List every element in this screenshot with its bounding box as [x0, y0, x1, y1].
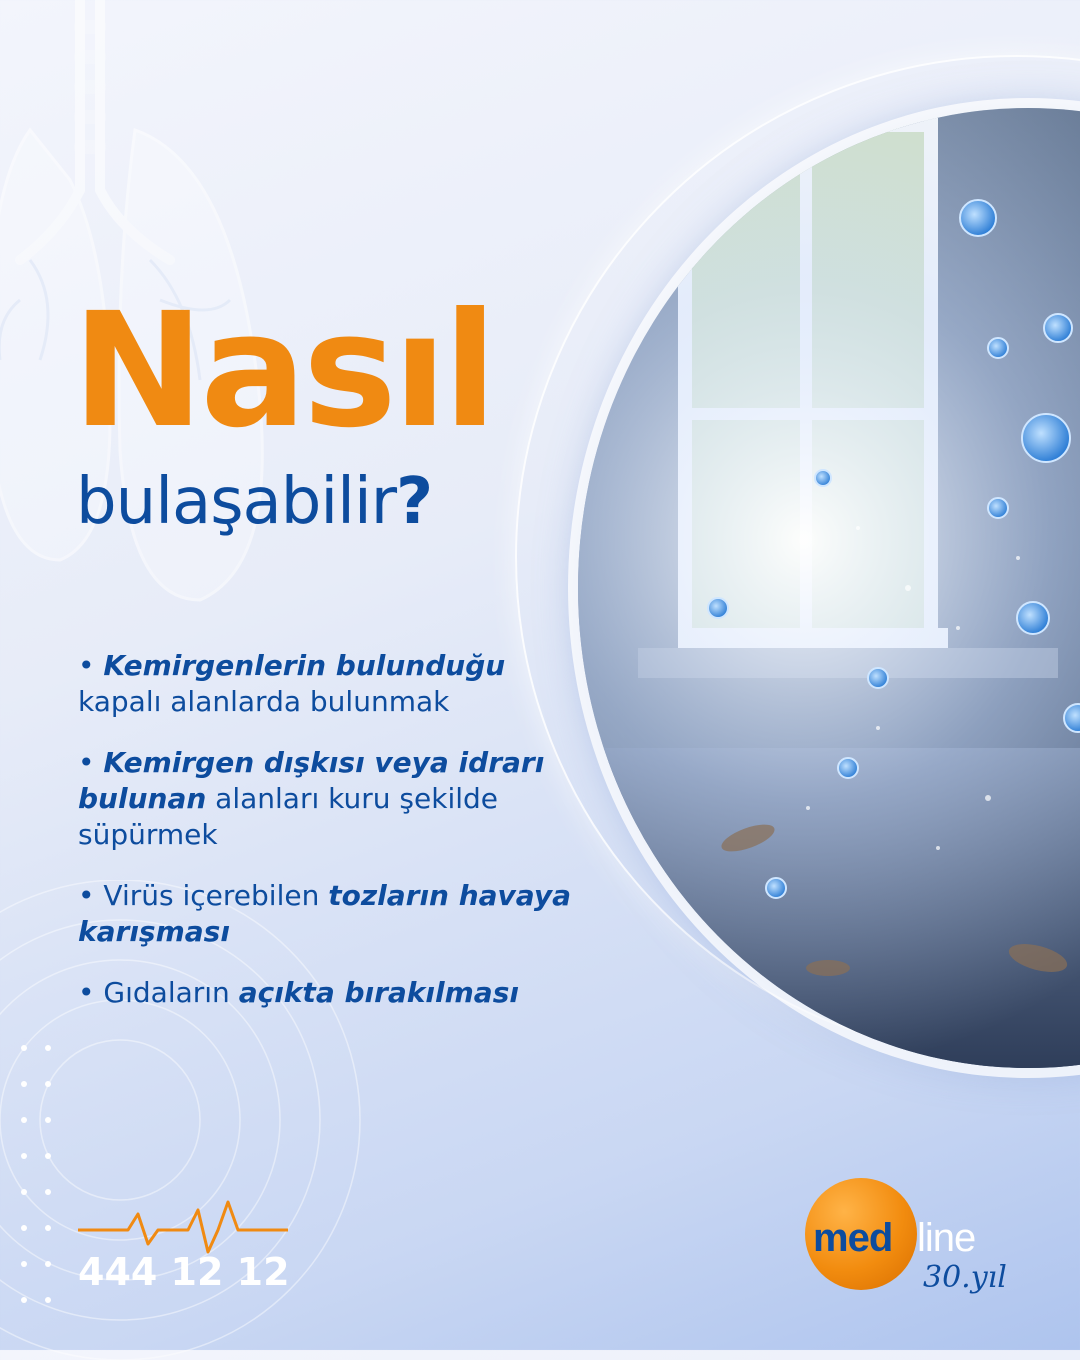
- logo-text-line: line: [917, 1216, 976, 1260]
- logo-year: 30.yıl: [923, 1260, 1007, 1295]
- bullet-text: alanları kuru şekilde süpürmek: [78, 782, 498, 851]
- headline-title: Nasıl: [72, 279, 494, 463]
- bullet-bold-text: tozların havaya karışması: [78, 879, 571, 948]
- phone-number[interactable]: 444 12 12: [78, 1250, 290, 1294]
- bullet-bold-text: Kemirgen dışkısı veya idrarı bulunan: [78, 746, 545, 815]
- bullet-bold-text: Kemirgenlerin bulunduğu: [103, 649, 506, 682]
- bullet-text: Gıdaların: [103, 976, 239, 1009]
- bullet-marker: •: [78, 879, 104, 912]
- question-mark: ?: [396, 465, 433, 539]
- transmission-list: [78, 648, 578, 1036]
- bullet-marker: •: [78, 976, 104, 1009]
- subtitle-text: bulaşabilir: [76, 465, 397, 539]
- logo-text-med: med: [813, 1216, 893, 1260]
- list-item: [78, 745, 578, 853]
- bullet-marker: •: [78, 649, 104, 682]
- bullet-marker: •: [78, 746, 104, 779]
- list-item: [78, 975, 578, 1011]
- headline-subtitle: [76, 465, 433, 539]
- bullet-text: Virüs içerebilen: [103, 879, 329, 912]
- bullet-bold-text: açıkta bırakılması: [238, 976, 519, 1009]
- list-item: [78, 648, 578, 720]
- dot-pattern: [18, 1040, 58, 1340]
- bullet-text: kapalı alanlarda bulunmak: [78, 685, 450, 718]
- medline-logo: [805, 1178, 1020, 1308]
- list-item: [78, 878, 578, 950]
